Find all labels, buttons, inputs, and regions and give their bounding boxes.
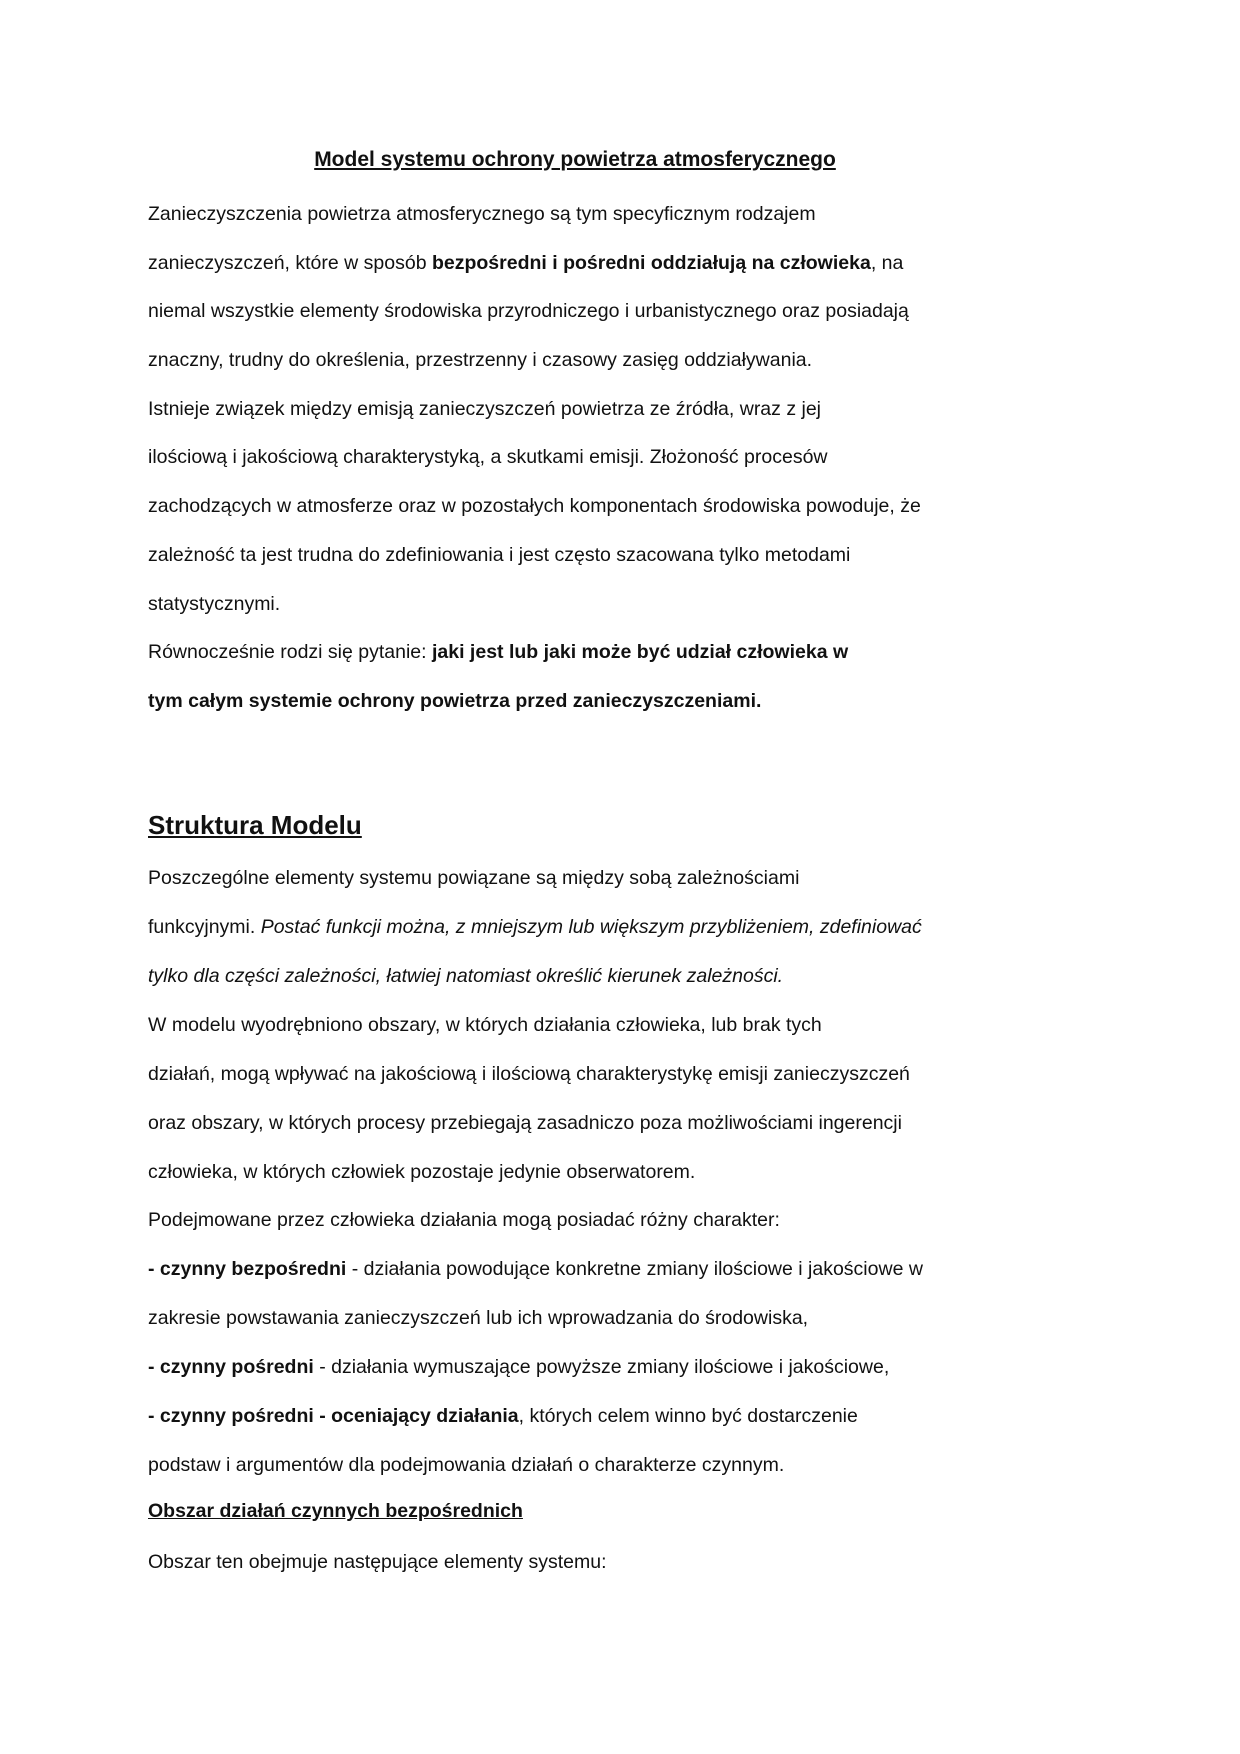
paragraph-line: człowieka, w których człowiek pozostaje jedynie obserwatorem. <box>148 1161 696 1183</box>
paragraph-line: oraz obszary, w których procesy przebiegają zasadniczo poza możliwościami ingerencji <box>148 1112 902 1134</box>
paragraph-line: Zanieczyszczenia powietrza atmosferycznego są tym specyficznym rodzajem <box>148 203 816 225</box>
paragraph-line: Równocześnie rodzi się pytanie: jaki jest lub jaki może być udział człowieka w <box>148 641 849 663</box>
subsection-heading: Obszar działań czynnych bezpośrednich <box>148 1500 523 1522</box>
paragraph-line: ilościową i jakościową charakterystyką, a skutkami emisji. Złożoność procesów <box>148 446 828 468</box>
paragraph-line: tylko dla części zależności, łatwiej natomiast określić kierunek zależności. <box>148 965 784 987</box>
list-item: - czynny pośredni - oceniający działania, których celem winno być dostarczenie <box>148 1405 858 1427</box>
document-title: Model systemu ochrony powietrza atmosferycznego <box>314 148 836 171</box>
paragraph-line: zachodzących w atmosferze oraz w pozostałych komponentach środowiska powoduje, że <box>148 495 921 517</box>
paragraph-line: znaczny, trudny do określenia, przestrzenny i czasowy zasięg oddziaływania. <box>148 349 813 371</box>
list-item: - czynny bezpośredni - działania powodujące konkretne zmiany ilościowe i jakościowe w <box>148 1258 923 1280</box>
list-item: - czynny pośredni - działania wymuszające powyższe zmiany ilościowe i jakościowe, <box>148 1356 890 1378</box>
paragraph-line: zależność ta jest trudna do zdefiniowania i jest często szacowana tylko metodami <box>148 544 851 566</box>
section-heading: Struktura Modelu <box>148 810 362 840</box>
paragraph-line: statystycznymi. <box>148 593 281 615</box>
paragraph-line: niemal wszystkie elementy środowiska przyrodniczego i urbanistycznego oraz posiadają <box>148 300 909 322</box>
paragraph-line: podstaw i argumentów dla podejmowania działań o charakterze czynnym. <box>148 1454 785 1476</box>
paragraph-line: Podejmowane przez człowieka działania mogą posiadać różny charakter: <box>148 1209 780 1231</box>
paragraph-line: Poszczególne elementy systemu powiązane są między sobą zależnościami <box>148 867 800 889</box>
paragraph-line: funkcyjnymi. Postać funkcji można, z mniejszym lub większym przybliżeniem, zdefiniować <box>148 916 922 938</box>
paragraph-line: działań, mogą wpływać na jakościową i ilościową charakterystykę emisji zanieczyszczeń <box>148 1063 910 1085</box>
paragraph-line: W modelu wyodrębniono obszary, w których działania człowieka, lub brak tych <box>148 1014 822 1036</box>
paragraph-line: zanieczyszczeń, które w sposób bezpośredni i pośredni oddziałują na człowieka, na <box>148 252 904 274</box>
paragraph-line: Obszar ten obejmuje następujące elementy systemu: <box>148 1551 607 1573</box>
paragraph-line: tym całym systemie ochrony powietrza przed zanieczyszczeniami. <box>148 690 762 712</box>
paragraph-line: Istnieje związek między emisją zanieczyszczeń powietrza ze źródła, wraz z jej <box>148 398 821 420</box>
paragraph-line: zakresie powstawania zanieczyszczeń lub ich wprowadzania do środowiska, <box>148 1307 809 1329</box>
